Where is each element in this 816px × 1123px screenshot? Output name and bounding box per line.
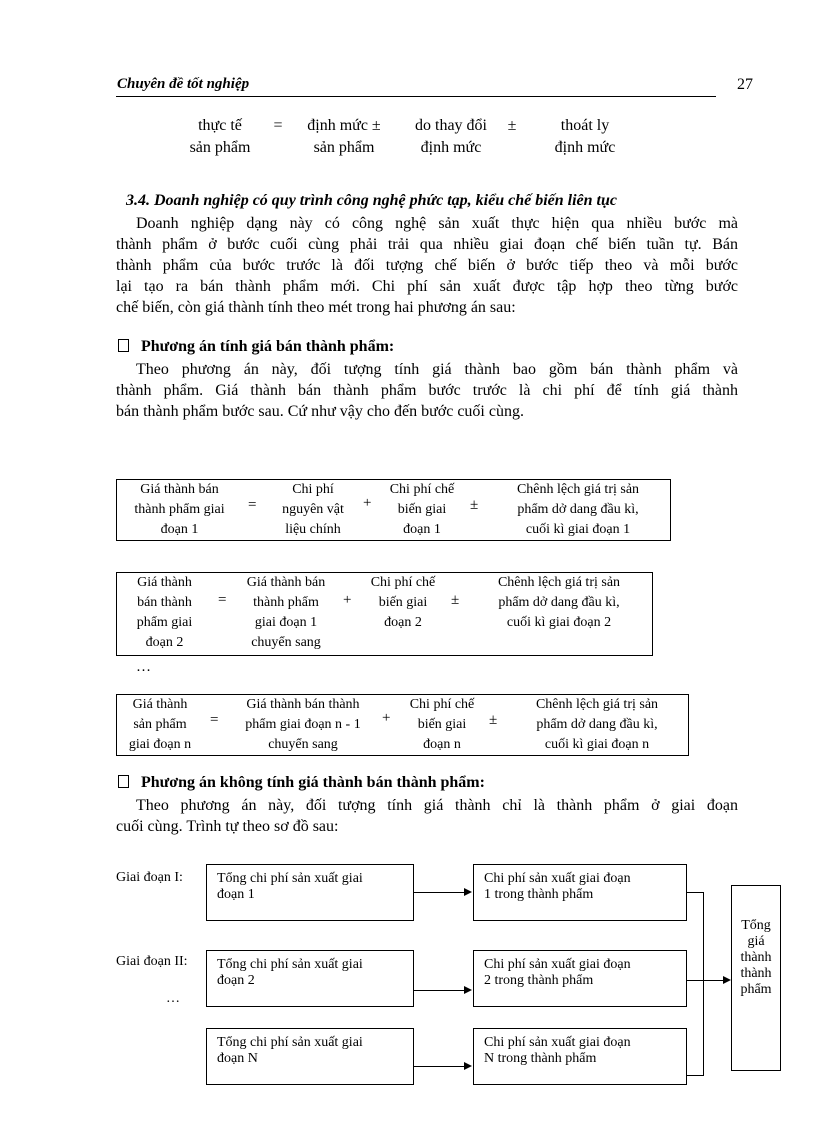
box2-cost-label <box>117 573 212 653</box>
checkbox-bullet-icon <box>118 339 129 352</box>
box-text: Tổng chi phí sản xuất giai <box>217 1035 363 1050</box>
arrow-right-icon <box>464 986 472 994</box>
diagram-ellipsis: … <box>166 991 180 1006</box>
cell-text: Giá thành <box>137 575 192 590</box>
stage2-product-cost-box <box>473 950 687 1007</box>
cell-text: cuối kì giai đoạn n <box>544 737 650 752</box>
para-line: cuối cùng. Trình tự theo sơ đồ sau: <box>116 818 339 835</box>
cell-text: phẩm giai đoạn n - 1 <box>245 717 361 732</box>
box2-plusminus: ± <box>451 592 460 608</box>
para-line: chế biến, còn giá thành tính theo mét trong hai phương án sau: <box>116 299 516 316</box>
cell-text: phẩm giai <box>136 615 193 630</box>
formula-text: thực tế <box>198 117 242 134</box>
option1-paragraph <box>116 359 738 422</box>
cell-text: Chênh lệch giá trị sản <box>535 697 659 712</box>
arrow-right-icon <box>464 1062 472 1070</box>
para-line: thành phẩm. Giá thành bán thành phẩm bước trước là chi phí để tính giá thành <box>116 382 738 399</box>
box2-processing-label <box>356 573 450 633</box>
box2-prev-stage-label <box>230 573 342 653</box>
section-title: 3.4. Doanh nghiệp có quy trình công nghệ phức tạp, kiểu chế biến liên tục <box>126 192 617 209</box>
box3-difference-label <box>508 695 686 755</box>
header-rule <box>116 96 716 97</box>
box-text: Tổng chi phí sản xuất giai <box>217 957 363 972</box>
total-product-cost-box <box>731 885 781 1071</box>
cell-text: biến giai <box>378 595 428 610</box>
connector-vertical <box>703 892 704 1076</box>
box2-plus: + <box>343 592 352 608</box>
box-text: Chi phí sản xuất giai đoạn <box>484 871 631 886</box>
cell-text: giai đoạn n <box>128 737 192 752</box>
stage1-total-cost-box <box>206 864 414 921</box>
para-line: Theo phương án này, đối tượng tính giá thành chỉ là thành phẩm ở giai đoạn <box>136 797 738 814</box>
cell-text: phẩm dở dang đầu kì, <box>498 595 620 610</box>
cell-text: thành phẩm giai <box>134 502 225 517</box>
para-line: Theo phương án này, đối tượng tính giá thành bao gồm bán thành phẩm và <box>136 361 738 378</box>
formula-plusminus: ± <box>507 117 517 134</box>
para-line: bán thành phẩm bước sau. Cứ như vậy cho đến bước cuối cùng. <box>116 403 524 420</box>
stage2-total-cost-box <box>206 950 414 1007</box>
cell-text: Chi phí chế <box>370 575 436 590</box>
box-text: giá <box>747 934 765 949</box>
formula-col-norm <box>296 115 392 159</box>
box-text: Tổng <box>741 918 771 933</box>
box1-plus: + <box>363 495 372 511</box>
formula-col-actual <box>180 115 260 159</box>
cell-text: Chi phí <box>292 482 334 497</box>
cell-text: đoạn 2 <box>145 635 184 650</box>
cell-text: Giá thành <box>132 697 188 712</box>
box-text: phẩm <box>740 982 772 997</box>
option1-heading-text: Phương án tính giá bán thành phẩm: <box>141 338 395 355</box>
option2-heading-text: Phương án không tính giá thành bán thành phẩm: <box>141 774 485 791</box>
section-paragraph <box>116 213 738 318</box>
box3-cost-label <box>116 695 204 755</box>
formula-col-change <box>403 115 499 159</box>
formula-equals: = <box>273 117 283 134</box>
stageN-total-cost-box <box>206 1028 414 1085</box>
formula-text: định mức <box>554 139 616 156</box>
formula-text: do thay đổi <box>415 117 487 134</box>
formula-col-deviation <box>540 115 630 159</box>
box1-processing-label <box>376 480 468 540</box>
arrow-line <box>414 990 464 991</box>
checkbox-bullet-icon <box>118 775 129 788</box>
box-text: Tổng chi phí sản xuất giai <box>217 871 363 886</box>
cell-text: biến giai <box>417 717 467 732</box>
stageN-product-cost-box <box>473 1028 687 1085</box>
cell-text: đoạn n <box>423 737 461 752</box>
connector-line <box>687 980 703 981</box>
ellipsis: … <box>136 659 151 675</box>
connector-line <box>687 892 703 893</box>
box-text: đoạn 1 <box>217 887 255 902</box>
box3-processing-label <box>395 695 489 755</box>
box-text: N trong thành phẩm <box>484 1051 597 1066</box>
box-text: 2 trong thành phẩm <box>484 973 594 988</box>
box1-material-label <box>268 480 358 540</box>
cell-text: phẩm dở dang đầu kì, <box>517 502 639 517</box>
box-text: đoạn 2 <box>217 973 255 988</box>
box1-equals: = <box>248 497 257 513</box>
arrow-line <box>703 980 723 981</box>
cell-text: Chênh lệch giá trị sản <box>516 482 640 497</box>
formula-text: định mức <box>420 139 482 156</box>
box1-plusminus: ± <box>470 497 479 513</box>
option1-heading <box>118 338 394 356</box>
cell-text: Chi phí chế <box>389 482 455 497</box>
cell-text: Giá thành bán <box>140 482 219 497</box>
cell-text: sản phẩm <box>133 717 187 732</box>
cell-text: bán thành <box>137 595 192 610</box>
cell-text: liệu chính <box>285 522 341 537</box>
formula-text: định mức ± <box>307 117 381 134</box>
cell-text: đoạn 2 <box>384 615 422 630</box>
para-line: lại tạo ra bán thành phẩm mới. Chi phí sản xuất được tập hợp theo từng bước <box>116 278 738 295</box>
box-text: Chi phí sản xuất giai đoạn <box>484 957 631 972</box>
box3-equals: = <box>210 712 219 728</box>
cell-text: Chi phí chế <box>409 697 475 712</box>
box3-plus: + <box>382 710 391 726</box>
stage2-label: Giai đoạn II: <box>116 954 188 969</box>
formula-text: sản phẩm <box>313 139 375 156</box>
box2-difference-label <box>470 573 648 633</box>
cell-text: Giá thành bán <box>246 575 326 590</box>
cell-text: chuyển sang <box>251 635 321 650</box>
cell-text: chuyển sang <box>268 737 338 752</box>
arrow-line <box>414 1066 464 1067</box>
connector-line <box>687 1075 703 1076</box>
formula-text: sản phẩm <box>189 139 251 156</box>
page-number: 27 <box>737 76 753 93</box>
arrow-line <box>414 892 464 893</box>
stage1-label: Giai đoạn I: <box>116 870 183 885</box>
cell-text: đoạn 1 <box>403 522 441 537</box>
cell-text: biến giai <box>397 502 447 517</box>
box1-difference-label <box>490 480 666 540</box>
box3-plusminus: ± <box>489 712 498 728</box>
para-line: thành phẩm của bước trước là đối tượng chế biến ở bước tiếp theo và mỗi bước <box>116 257 738 274</box>
cell-text: nguyên vật <box>282 502 344 517</box>
box-text: thành <box>740 950 772 965</box>
box-text: Chi phí sản xuất giai đoạn <box>484 1035 631 1050</box>
box3-prev-stage-label <box>226 695 380 755</box>
header-title: Chuyên đề tốt nghiệp <box>117 76 250 92</box>
cell-text: phẩm dở dang đầu kì, <box>536 717 658 732</box>
cell-text: thành phẩm <box>253 595 319 610</box>
para-line: thành phẩm ở bước cuối cùng phải trải qua nhiều giai đoạn chế biến tuần tự. Bán <box>116 236 738 253</box>
cell-text: Chênh lệch giá trị sản <box>497 575 621 590</box>
cell-text: giai đoạn 1 <box>254 615 318 630</box>
option2-heading <box>118 774 485 792</box>
box-text: thành <box>740 966 772 981</box>
option2-paragraph <box>116 795 738 837</box>
formula-text: thoát ly <box>560 117 610 134</box>
arrow-right-icon <box>723 976 731 984</box>
cell-text: đoạn 1 <box>160 522 199 537</box>
box-text: đoạn N <box>217 1051 258 1066</box>
cell-text: Giá thành bán thành <box>246 697 360 712</box>
box-text: 1 trong thành phẩm <box>484 887 594 902</box>
cell-text: cuối kì giai đoạn 1 <box>525 522 631 537</box>
para-line: Doanh nghiệp dạng này có công nghệ sản xuất thực hiện qua nhiều bước mà <box>136 215 738 232</box>
stage1-product-cost-box <box>473 864 687 921</box>
arrow-right-icon <box>464 888 472 896</box>
box1-cost-label <box>117 480 242 540</box>
box2-equals: = <box>218 592 227 608</box>
cell-text: cuối kì giai đoạn 2 <box>506 615 612 630</box>
